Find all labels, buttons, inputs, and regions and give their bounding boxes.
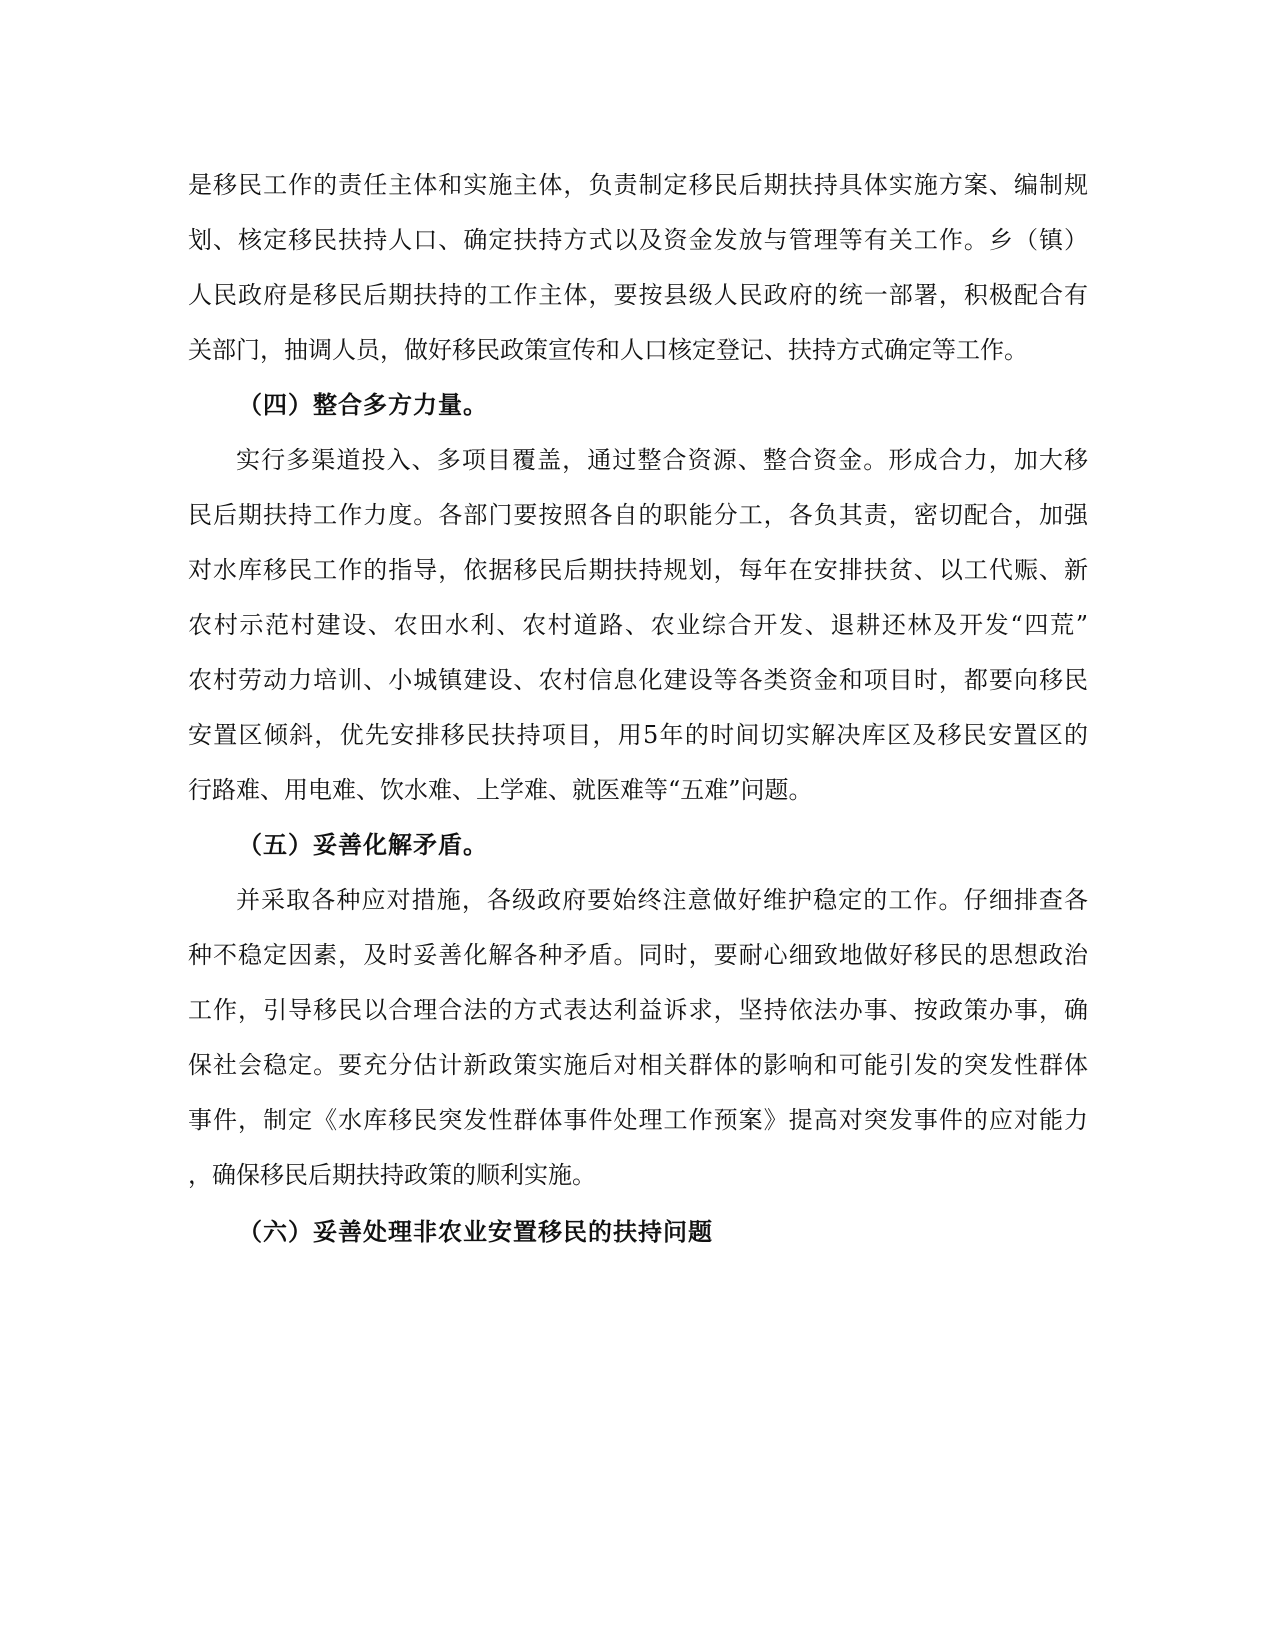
section-heading-6: （六）妥善处理非农业安置移民的扶持问题 (238, 1217, 713, 1246)
paragraph-line: 农村示范村建设、农田水利、农村道路、农业综合开发、退耕还林及开发“四荒” (188, 611, 1088, 639)
paragraph-line: 事件，制定《水库移民突发性群体事件处理工作预案》提高对突发事件的应对能力 (188, 1106, 1088, 1134)
paragraph-line: 工作，引导移民以合理合法的方式表达利益诉求，坚持依法办事、按政策办事，确 (188, 996, 1088, 1024)
paragraph-line: 农村劳动力培训、小城镇建设、农村信息化建设等各类资金和项目时，都要向移民 (188, 666, 1088, 694)
paragraph-line: 保社会稳定。要充分估计新政策实施后对相关群体的影响和可能引发的突发性群体 (188, 1051, 1088, 1079)
paragraph-line: 关部门，抽调人员，做好移民政策宣传和人口核定登记、扶持方式确定等工作。 (188, 336, 1028, 364)
paragraph-line: 民后期扶持工作力度。各部门要按照各自的职能分工，各负其责，密切配合，加强 (188, 501, 1088, 529)
section-heading-4: （四）整合多方力量。 (238, 390, 488, 419)
paragraph-line: 实行多渠道投入、多项目覆盖，通过整合资源、整合资金。形成合力，加大移 (236, 446, 1088, 474)
paragraph-line: 人民政府是移民后期扶持的工作主体，要按县级人民政府的统一部署，积极配合有 (188, 281, 1088, 309)
paragraph-line: 是移民工作的责任主体和实施主体，负责制定移民后期扶持具体实施方案、编制规 (188, 171, 1088, 199)
paragraph-line: 行路难、用电难、饮水难、上学难、就医难等“五难”问题。 (188, 776, 813, 804)
paragraph-line: 安置区倾斜，优先安排移民扶持项目，用5年的时间切实解决库区及移民安置区的 (188, 721, 1088, 749)
paragraph-line: 并采取各种应对措施，各级政府要始终注意做好维护稳定的工作。仔细排查各 (236, 886, 1088, 914)
paragraph-line: 划、核定移民扶持人口、确定扶持方式以及资金发放与管理等有关工作。乡（镇） (188, 226, 1088, 254)
section-heading-5: （五）妥善化解矛盾。 (238, 830, 488, 859)
paragraph-line: 对水库移民工作的指导，依据移民后期扶持规划，每年在安排扶贫、以工代赈、新 (188, 556, 1088, 584)
paragraph-line: 种不稳定因素，及时妥善化解各种矛盾。同时，要耐心细致地做好移民的思想政治 (188, 941, 1088, 969)
paragraph-line: ，确保移民后期扶持政策的顺利实施。 (188, 1161, 596, 1189)
